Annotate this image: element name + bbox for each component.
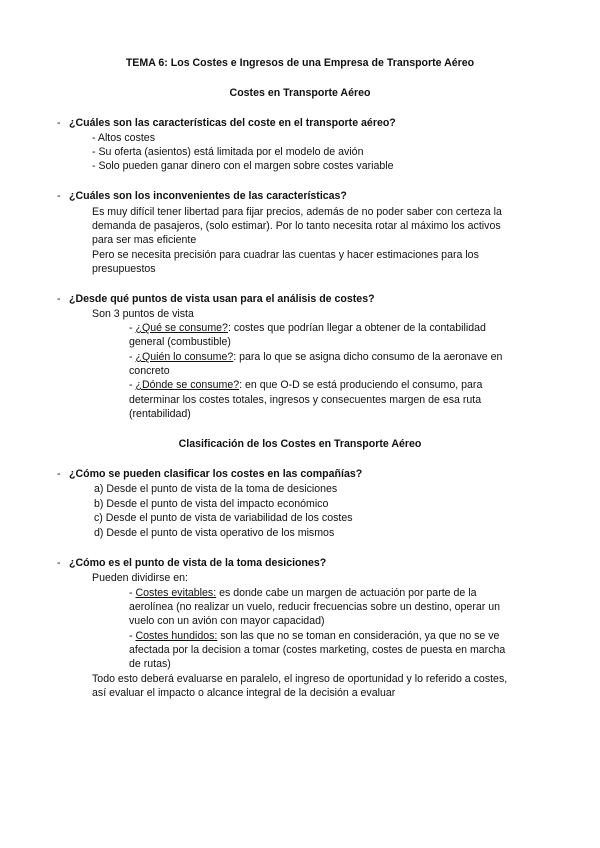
paragraph-line: determinar los costes totales, ingresos y consecuentes margen de esa ruta — [129, 394, 482, 406]
paragraph-line: vuelo con un avión con mayor capacidad) — [129, 615, 325, 627]
question-2-text: ¿Cuáles son los inconvenientes de las características? — [69, 190, 347, 202]
paragraph-line: presupuestos — [92, 263, 156, 275]
cost-type-hundidos: - Costes hundidos: son las que no se toman en consideración, ya que no se ve — [129, 630, 500, 642]
viewpoint-term: ¿Qué se consume? — [135, 322, 228, 334]
viewpoint-item-3: - ¿Dónde se consume?: en que O-D se está produciendo el consumo, para — [129, 379, 483, 391]
paragraph-line: de rutas) — [129, 658, 171, 670]
paragraph-line: aerolínea (no realizar un vuelo, reducir frecuencias sobre un destino, operar un — [129, 601, 500, 613]
section-title-clasificacion: Clasificación de los Costes en Transporte Aéreo — [178, 438, 422, 450]
question-1: - ¿Cuáles son las características del coste en el transporte aéreo? — [57, 117, 396, 129]
paragraph-line: así evaluar el impacto o alcance integral de la decisión a evaluar — [92, 687, 396, 699]
list-item: d) Desde el punto de vista operativo de los mismos — [94, 527, 335, 539]
paragraph-line: Todo esto deberá evaluarse en paralelo, el ingreso de oportunidad y lo referido a costes, — [92, 673, 508, 685]
viewpoint-item-2: - ¿Quién lo consume?: para lo que se asigna dicho consumo de la aeronave en — [129, 351, 503, 363]
paragraph-line: concreto — [129, 365, 170, 377]
paragraph-line: para ser mas eficiente — [92, 234, 197, 246]
paragraph-line: Son 3 puntos de vista — [92, 308, 194, 320]
question-2: - ¿Cuáles son los inconvenientes de las características? — [57, 190, 347, 202]
list-item: b) Desde el punto de vista del impacto económico — [94, 498, 329, 510]
list-item: a) Desde el punto de vista de la toma de desiciones — [94, 483, 338, 495]
question-5: - ¿Cómo es el punto de vista de la toma desiciones? — [57, 557, 327, 569]
viewpoint-term: ¿Quién lo consume? — [135, 351, 234, 363]
paragraph-line: demanda de pasajeros, (solo estimar). Por lo tanto necesita rotar al máximo los activos — [92, 220, 501, 232]
list-item: c) Desde el punto de vista de variabilidad de los costes — [94, 512, 353, 524]
question-4: - ¿Cómo se pueden clasificar los costes en las compañías? — [57, 468, 363, 480]
viewpoint-term: ¿Dónde se consume? — [135, 379, 240, 391]
cost-term: Costes evitables: — [135, 587, 217, 599]
question-5-text: ¿Cómo es el punto de vista de la toma desiciones? — [69, 557, 327, 569]
paragraph-line: Pueden dividirse en: — [92, 572, 188, 584]
list-item: - Solo pueden ganar dinero con el margen sobre costes variable — [92, 160, 394, 172]
paragraph-line: Es muy difícil tener libertad para fijar precios, además de no poder saber con certeza la — [92, 206, 502, 218]
list-item: - Su oferta (asientos) está limitada por el modelo de avión — [92, 146, 364, 158]
paragraph-line: (rentabilidad) — [129, 408, 191, 420]
paragraph-line: Pero se necesita precisión para cuadrar las cuentas y hacer estimaciones para los — [92, 249, 479, 261]
section-title-costes: Costes en Transporte Aéreo — [229, 87, 371, 99]
paragraph-line: afectada por la decision a tomar (costes marketing, costes de puesta en marcha — [129, 644, 506, 656]
question-3-text: ¿Desde qué puntos de vista usan para el análisis de costes? — [69, 293, 375, 305]
cost-type-evitables: - Costes evitables: es donde cabe un margen de actuación por parte de la — [129, 587, 477, 599]
question-4-text: ¿Cómo se pueden clasificar los costes en las compañías? — [69, 468, 363, 480]
list-item: - Altos costes — [92, 132, 155, 144]
question-3: - ¿Desde qué puntos de vista usan para el análisis de costes? — [57, 293, 375, 305]
question-1-text: ¿Cuáles son las características del coste en el transporte aéreo? — [69, 117, 396, 129]
cost-term: Costes hundidos: — [135, 630, 218, 642]
document-title: TEMA 6: Los Costes e Ingresos de una Empresa de Transporte Aéreo — [125, 57, 475, 69]
paragraph-line: general (combustible) — [129, 336, 231, 348]
viewpoint-item-1: - ¿Qué se consume?: costes que podrían llegar a obtener de la contabilidad — [129, 322, 486, 334]
